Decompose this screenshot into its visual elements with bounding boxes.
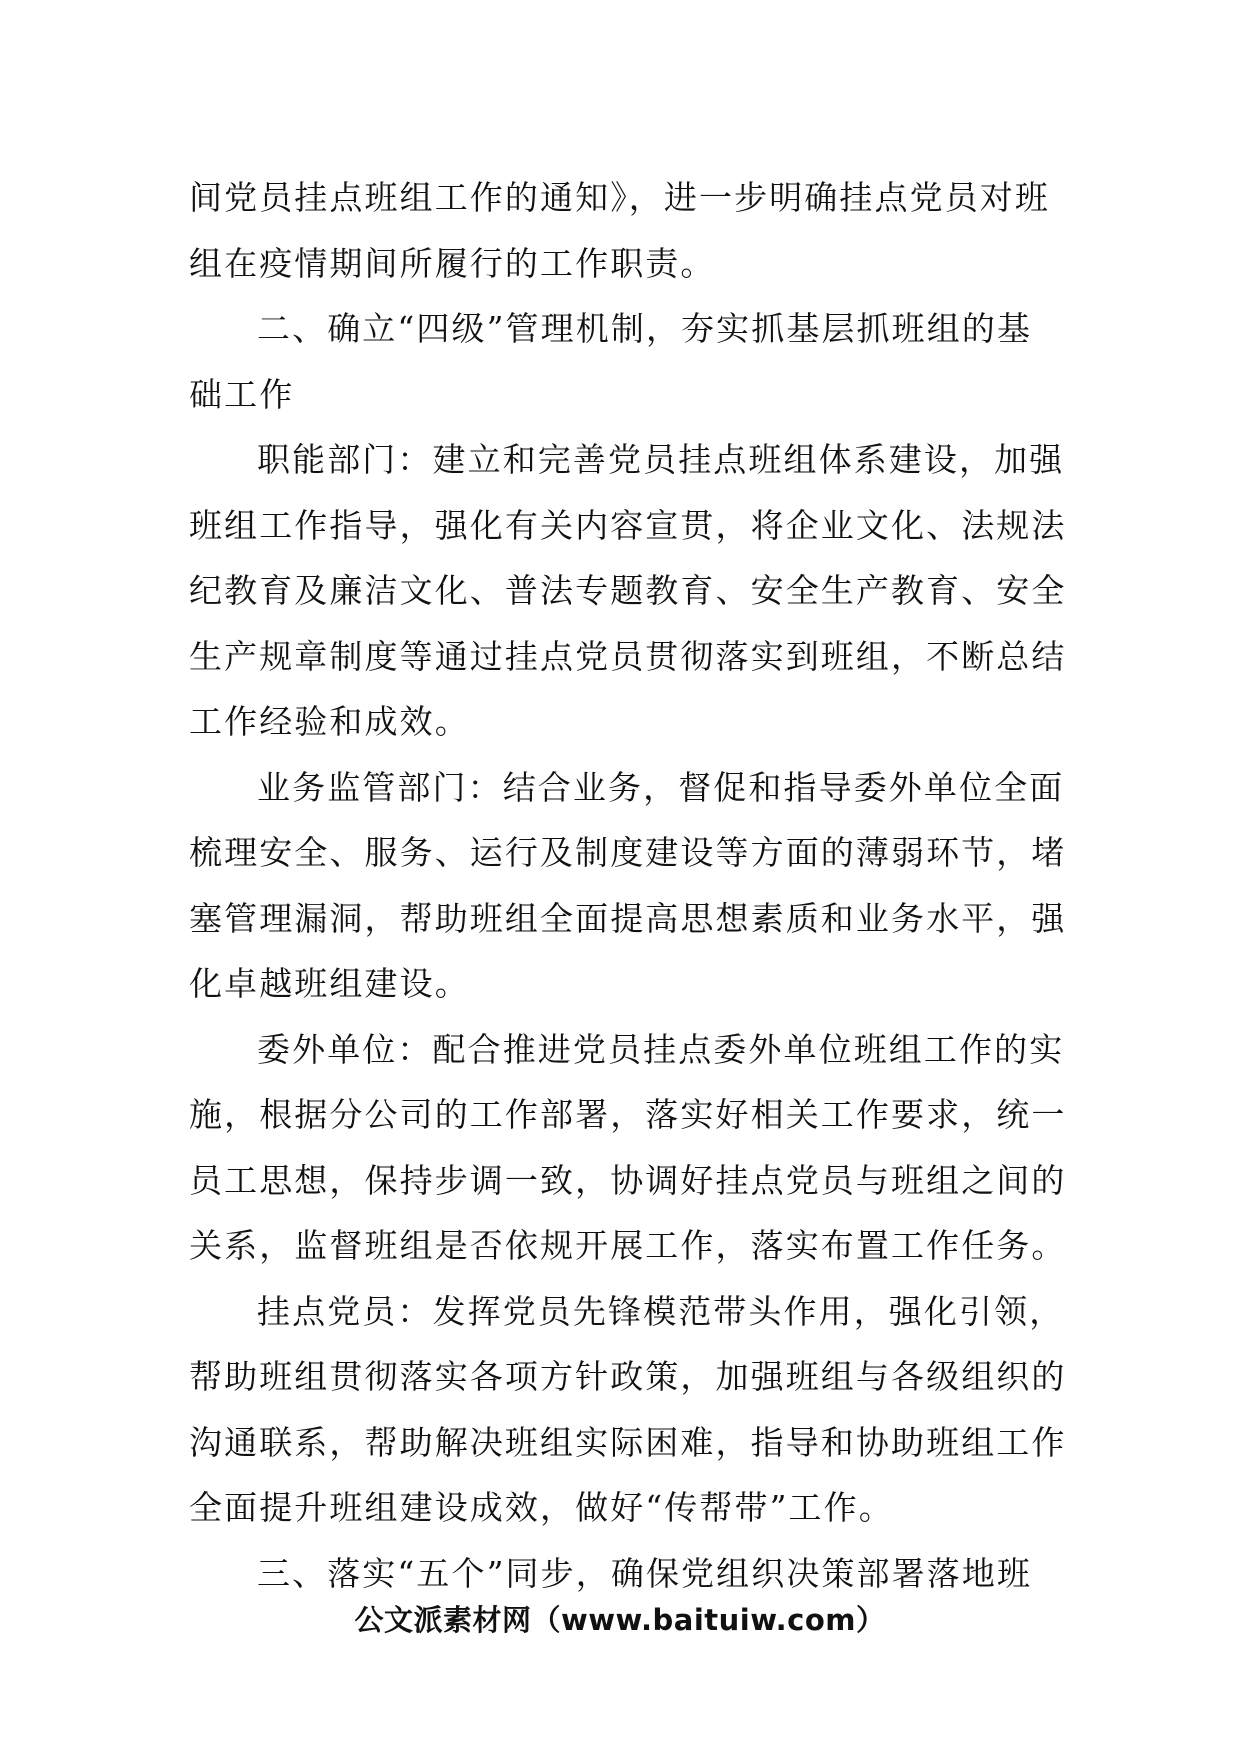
section-heading-line: 础工作 xyxy=(189,374,295,414)
page-footer: 公文派素材网（www.baituiw.com） xyxy=(354,1603,886,1637)
text-line: 员工思想，保持步调一致，协调好挂点党员与班组之间的 xyxy=(189,1160,1067,1200)
text-line: 纪教育及廉洁文化、普法专题教育、安全生产教育、安全 xyxy=(189,571,1067,610)
text-line: 工作经验和成效。 xyxy=(189,702,470,741)
text-line: 化卓越班组建设。 xyxy=(189,964,470,1003)
text-line: 关系，监督班组是否依规开展工作，落实布置工作任务。 xyxy=(189,1226,1067,1265)
text-line: 梳理安全、服务、运行及制度建设等方面的薄弱环节，堵 xyxy=(189,833,1067,872)
paragraph-start-line: 委外单位：配合推进党员挂点委外单位班组工作的实 xyxy=(257,1029,1065,1069)
text-line: 组在疫情期间所履行的工作职责。 xyxy=(189,243,716,283)
text-line: 全面提升班组建设成效，做好“传帮带”工作。 xyxy=(189,1488,894,1527)
text-line: 塞管理漏洞，帮助班组全面提高思想素质和业务水平，强 xyxy=(189,898,1067,938)
text-line: 生产规章制度等通过挂点党员贯彻落实到班组，不断总结 xyxy=(189,636,1067,676)
section-heading-line: 三、落实“五个”同步，确保党组织决策部署落地班 xyxy=(257,1553,1033,1593)
paragraph-start-line: 业务监管部门：结合业务，督促和指导委外单位全面 xyxy=(257,767,1065,807)
text-line: 沟通联系，帮助解决班组实际困难，指导和协助班组工作 xyxy=(189,1422,1067,1462)
text-line: 班组工作指导，强化有关内容宣贯，将企业文化、法规法 xyxy=(189,505,1067,545)
paragraph-start-line: 挂点党员：发挥党员先锋模范带头作用，强化引领， xyxy=(257,1291,1065,1331)
paragraph-start-line: 职能部门：建立和完善党员挂点班组体系建设，加强 xyxy=(257,440,1065,479)
section-heading-line: 二、确立“四级”管理机制，夯实抓基层抓班组的基 xyxy=(257,309,1033,348)
document-body xyxy=(189,165,1067,1606)
text-line: 帮助班组贯彻落实各项方针政策，加强班组与各级组织的 xyxy=(189,1357,1067,1396)
text-line: 间党员挂点班组工作的通知》，进一步明确挂点党员对班 xyxy=(189,178,1050,217)
text-line: 施，根据分公司的工作部署，落实好相关工作要求，统一 xyxy=(189,1095,1067,1134)
